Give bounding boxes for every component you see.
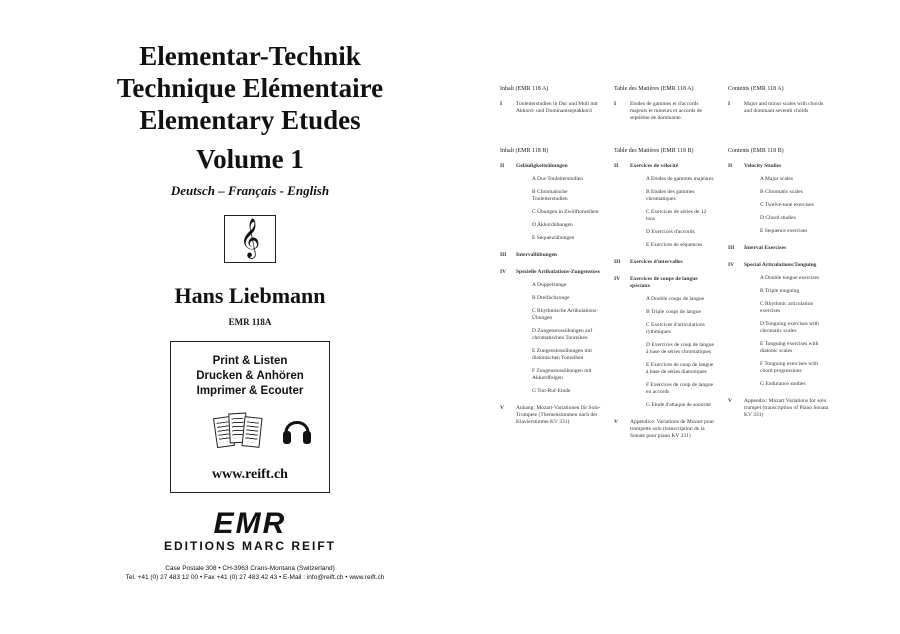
publisher-name: EDITIONS MARC REIFT [164,539,336,553]
publisher-contact: Tel. +41 (0) 27 483 12 00 • Fax +41 (0) 27 483 42 43 • E-Mail : info@reift.ch • www.reift.ch [125,574,385,581]
toc-entry: IV Exercices de coups de langue spéciaux [614,276,698,289]
title-line-english: Elementary Etudes [139,105,361,135]
toc-entry: B Etudes des gammes chromatiques [646,189,695,202]
toc-entry: IV Spezielle Artikulations-Zungenstoss [500,269,600,275]
toc-header: Table des Matières (EMR 118 B) [614,148,694,154]
toc-header: Inhalt (EMR 118 B) [500,148,549,154]
toc-entry: II Exercices de vélocité [614,163,679,169]
toc-entry: B Chromatic scales [760,189,803,195]
toc-entry: F Exercices de coup de langue en accords [646,382,714,395]
promo-icons [171,407,329,457]
toc-entry: V Anhang: Mozart-Variationen für Solo-Trompete (Themenstimmen nach der Klavierstimme KV 331) [500,405,601,425]
toc-entry: C Rhythmic articulation exercises [760,301,814,314]
toc-entry: E Exercices de coup de langue à base de séries diatoniques [646,362,714,375]
toc-entry: E Sequenzübungen [532,235,575,241]
toc-entry: C Exercices de séries de 12 tons [646,209,707,222]
toc-entry: D Zungenstossübungen auf chromatischen Tonreihen [532,328,593,341]
publisher-address: Case Postale 308 • CH-3963 Crans-Montana (Switzerland) [165,565,335,572]
toc-column-french-a [614,86,716,128]
languages-line: Deutsch – Français - English [170,183,330,198]
sheet-music-icon [215,411,267,451]
toc-header: Table des Matières (EMR 118 A) [614,86,694,92]
toc-entry: D Exercices de coup de langue à base de séries chromatiques [646,342,714,355]
toc-entry: E Zungenstossübungen mit diatonischen Tonreihen [532,348,592,361]
toc-header: Contents (EMR 118 B) [728,148,784,154]
toc-entry: D Tonguing exercises with chromatic scales [760,321,819,334]
author-name: Hans Liebmann [174,283,326,308]
toc-entry: A Etudes de gammes majeures [646,176,714,182]
toc-entry: III Exercices d'intervalles [614,259,683,265]
toc-entry: G Ton-Ruf-Etude [532,388,571,394]
toc-entry: I Tonleiterstudien in Dur und Moll mit Akkord- und Dominantseptakkord [500,101,598,114]
toc-entry: A Double tongue exercises [760,275,820,281]
toc-entry: A Double coups de langue [646,296,705,302]
headphones-icon [281,413,313,447]
toc-entry: D Chord studies [760,215,796,221]
toc-entry: D Exercices d'accords [646,229,695,235]
emr-logo-mark: EMR [213,507,287,540]
toc-entry: I Etudes de gammes et d'accords majeurs et mineurs et accords de septième de dominante. [614,101,702,121]
toc-entry: B Chromatische Tonleiterstudien [532,189,568,202]
toc-header: Contents (EMR 118 A) [728,86,784,92]
volume-title: Volume 1 [196,144,304,174]
promo-line-french: Imprimer & Ecouter [196,385,304,397]
cover-panel [95,40,405,581]
toc-entry: III Interval Exercises [728,245,787,251]
toc-entry: C Exercices d'articulations rythmiques [646,322,705,335]
toc-entry: G Endurance studies [760,381,806,387]
toc-entry: V Appendice: Variations de Mozart pour trompette solo (transcription de la Sonate pour piano KV 331) [614,419,715,439]
toc-column-german-a [500,86,602,128]
publisher-logo [95,509,405,559]
toc-entry: A Major scales [760,176,793,182]
toc-column-english-b [728,148,830,446]
toc-entry: B Triple coups de langue [646,309,701,315]
toc-entry: E Exercices de séquences [646,242,703,248]
toc-entry: E Tonguing exercises with diatonic scales [760,341,819,354]
toc-entry: II Velocity Studies [728,163,782,169]
table-of-contents [500,86,830,446]
toc-column-french-b [614,148,716,446]
toc-header: Inhalt (EMR 118 A) [500,86,549,92]
toc-entry: C Übungen in Zwölftonreihen [532,209,599,215]
toc-section-a [500,86,830,128]
toc-column-english-a [728,86,830,128]
toc-entry: C Rhythmische Artikulations-Übungen [532,308,598,321]
toc-entry: C Twelve-tone exercises [760,202,814,208]
toc-entry: B Dreifachzunge [532,295,570,301]
toc-entry: B Triple tonguing [760,288,800,294]
toc-entry: III Intervallübungen [500,252,557,258]
promo-line-german: Drucken & Anhören [196,370,304,382]
toc-entry: I Major and minor scales with chords and dominant seventh chords [728,101,823,114]
toc-entry: II Geläufigkeitsübungen [500,163,568,169]
title-line-german: Elementar-Technik [139,41,361,71]
title-line-french: Technique Elémentaire [116,73,384,103]
toc-entry: E Sequence exercises [760,228,808,234]
print-listen-box [170,341,330,493]
toc-entry: G Etude d'attaque de sonorité [646,402,711,408]
catalog-code: EMR 118A [228,317,272,327]
toc-section-b [500,148,830,446]
treble-clef-icon: 𝄞 [224,215,276,263]
website-link[interactable]: www.reift.ch [212,467,288,482]
toc-entry: F Tonguing exercises with chord progressions [760,361,819,374]
toc-entry: IV Special Articulations/Tonguing [728,262,817,268]
toc-entry: D Akkordübungen [532,222,573,228]
toc-entry: A Doppelzunge [532,282,567,288]
toc-entry: F Zungenstossübungen mit Akkordfolgen [532,368,592,381]
toc-column-german-b [500,148,602,446]
promo-line-english: Print & Listen [212,355,288,367]
toc-entry: A Dur-Tonleiterstudien [532,176,583,182]
toc-entry: V Appendix: Mozart Variations for solo trumpet (transcription of Piano Sonata KV 331) [728,398,829,418]
